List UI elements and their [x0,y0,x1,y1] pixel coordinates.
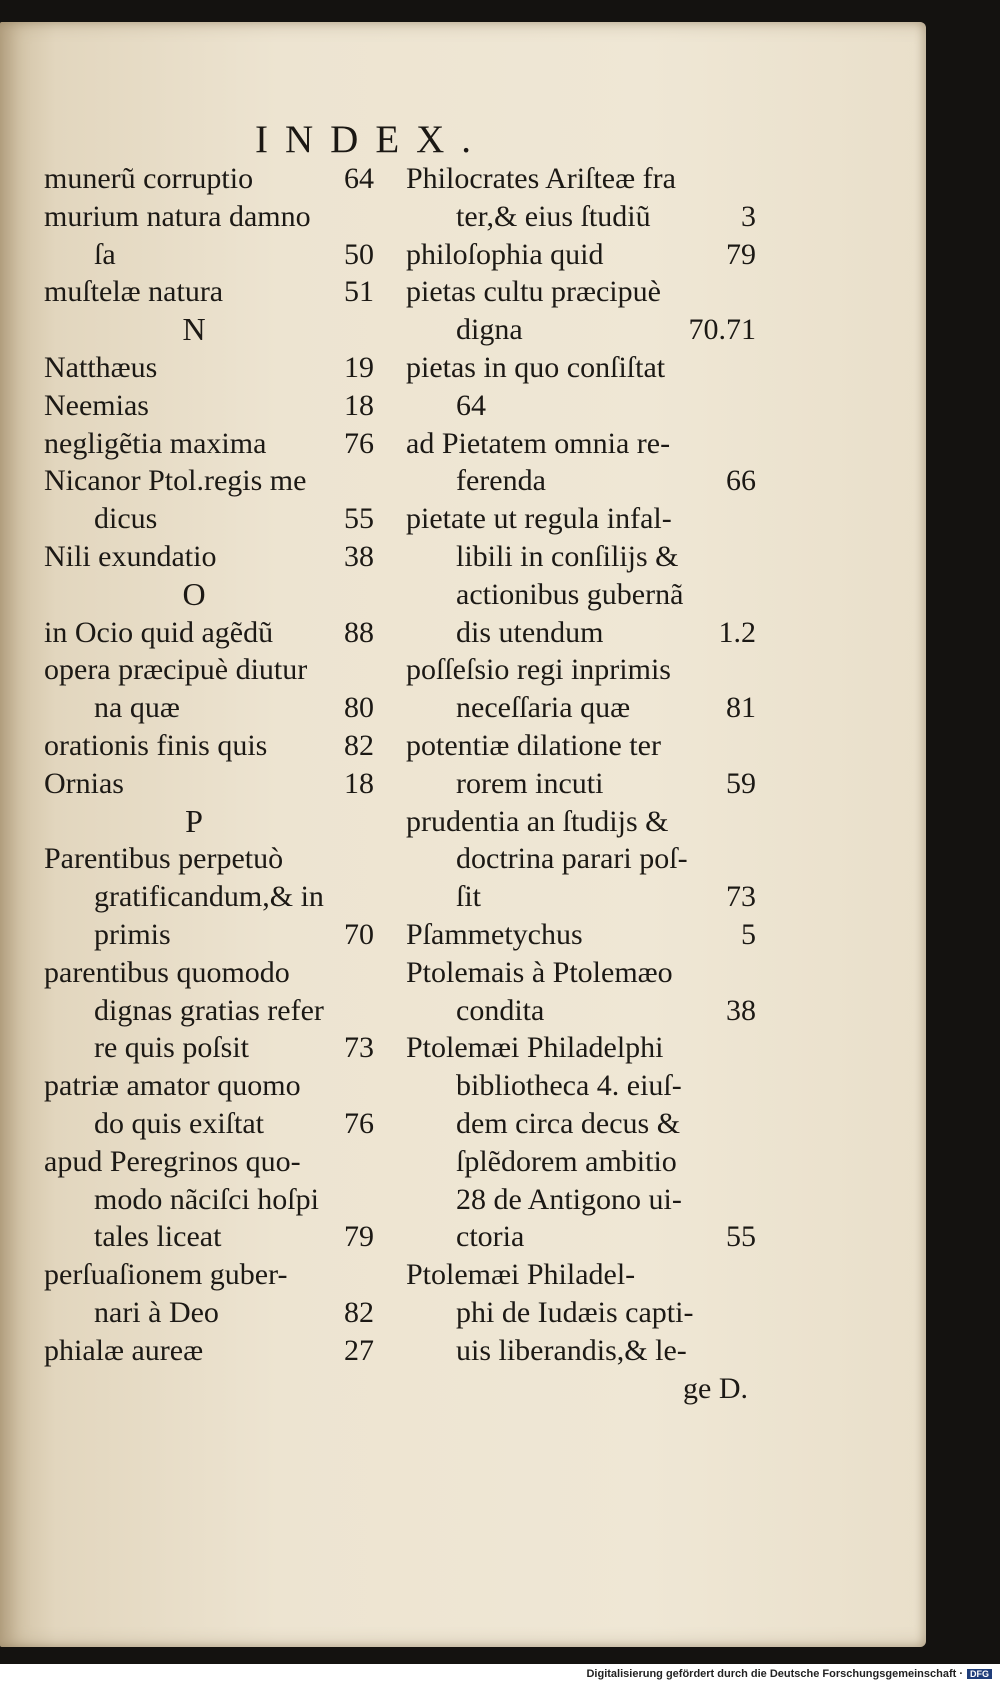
index-entry [406,1105,756,1143]
entry-text: do quis exiſtat [94,1106,264,1140]
entry-text: pietate ut regula infal- [406,502,672,536]
entry-text: philoſophia quid [406,237,604,271]
entry-text: patriæ amator quomo [44,1069,301,1103]
entry-text: modo nãciſci hoſpi [94,1182,319,1216]
entry-text: uis liberandis,& le- [456,1333,687,1367]
page-number: 55 [344,502,374,536]
entry-text: ſit [456,880,482,914]
entry-text: 64 [456,388,486,422]
page-number: 88 [344,615,374,649]
index-entry [44,349,374,387]
index-entry [406,311,756,349]
entry-text: perſuaſionem guber- [44,1258,288,1292]
index-entry [44,1256,374,1294]
section-letter-text: O [182,575,206,612]
index-entry [406,1181,756,1219]
entry-text: Ptolemais à Ptolemæo [406,955,673,989]
page-number: 59 [726,766,756,800]
section-letter-text: N [182,311,206,348]
index-entry [406,727,756,765]
index-entry [406,236,756,274]
index-entry [406,651,756,689]
index-entry [406,803,756,841]
index-entry [406,349,756,387]
entry-text: pietas cultu præcipuè [406,275,661,309]
page-number: 73 [344,1031,374,1065]
entry-text: gratificandum,& in [94,880,324,914]
entry-text: phi de Iudæis capti- [456,1295,694,1329]
index-column-left [44,160,374,1370]
entry-text: Parentibus perpetuò [44,842,284,876]
entry-text: negligẽtia maxima [44,426,267,460]
entry-text: rorem incuti [456,766,604,800]
entry-text: prudentia an ſtudijs & [406,804,669,838]
entry-text: Nicanor Ptol.regis me [44,464,307,498]
index-entry [406,1143,756,1181]
index-entry [44,236,374,274]
index-entry [44,954,374,992]
page-number: 55 [726,1220,756,1254]
index-entry [406,1332,756,1370]
index-entry [406,500,756,538]
index-entry [406,160,756,198]
entry-text: na quæ [94,691,180,725]
index-entry [44,651,374,689]
index-entry [406,689,756,727]
index-entry [406,387,756,425]
page-number: 3 [741,199,756,233]
entry-text: re quis poſsit [94,1031,249,1065]
section-letter [44,311,374,349]
entry-text: parentibus quomodo [44,955,290,989]
page-number: 70.71 [688,313,756,347]
index-entry [406,1256,756,1294]
funding-footer [0,1668,992,1686]
page-number: 66 [726,464,756,498]
entry-text: dicus [94,502,158,536]
index-entry [406,1218,756,1256]
page-number: 50 [344,237,374,271]
index-entry [406,1370,756,1408]
page-header: INDEX. [255,118,489,161]
page-number: 70 [344,917,374,951]
entry-text: neceſſaria quæ [456,691,631,725]
index-entry [44,765,374,803]
entry-text: actionibus gubernã [456,577,684,611]
dfg-logo: DFG [967,1669,992,1679]
page-number: 79 [726,237,756,271]
index-entry [44,1067,374,1105]
entry-text: Natthæus [44,350,158,384]
entry-text: opera præcipuè diutur [44,653,308,687]
index-entry [406,916,756,954]
index-entry [406,878,756,916]
entry-text: Philocrates Ariſteæ fra [406,162,676,195]
entry-text: apud Peregrinos quo- [44,1144,301,1178]
entry-text: tales liceat [94,1220,222,1254]
page-number: 51 [344,275,374,309]
page-number: 5 [741,917,756,951]
entry-text: ad Pietatem omnia re- [406,426,671,460]
page-number: 79 [344,1220,374,1254]
index-entry [44,1294,374,1332]
entry-text: in Ocio quid agẽdũ [44,615,274,649]
page-number: 27 [344,1333,374,1367]
entry-text: ſa [94,237,116,271]
page-number: 82 [344,728,374,762]
page-number: 38 [344,539,374,573]
index-entry [406,576,756,614]
section-letter [44,803,374,841]
entry-text: munerũ corruptio [44,162,254,195]
index-entry [44,538,374,576]
index-entry [44,878,374,916]
index-entry [44,916,374,954]
index-entry [44,840,374,878]
entry-text: orationis finis quis [44,728,268,762]
index-entry [406,538,756,576]
section-letter [44,576,374,614]
index-entry [406,1294,756,1332]
index-entry [406,198,756,236]
index-entry [44,387,374,425]
index-entry [406,765,756,803]
entry-text: phialæ aureæ [44,1333,204,1367]
index-entry [44,992,374,1030]
entry-text: ferenda [456,464,546,498]
index-entry [44,1218,374,1256]
index-entry [44,198,374,236]
entry-text: Nili exundatio [44,539,217,573]
index-entry [406,954,756,992]
entry-text: doctrina parari poſ- [456,842,688,876]
entry-text: potentiæ dilatione ter [406,728,661,762]
entry-text: libili in conſilijs & [456,539,679,573]
entry-text: bibliotheca 4. eiuſ- [456,1069,682,1103]
page-number: 64 [344,162,374,195]
index-entry [44,1029,374,1067]
index-entry [406,273,756,311]
entry-text: murium natura damno [44,199,311,233]
entry-text: Ptolemæi Philadelphi [406,1031,664,1065]
entry-text: Ptolemæi Philadel- [406,1258,636,1292]
page-number: 18 [344,766,374,800]
page-number: 81 [726,691,756,725]
entry-text: nari à Deo [94,1295,219,1329]
entry-text: pietas in quo conſiſtat [406,350,666,384]
index-entry [44,500,374,538]
entry-text: digna [456,313,523,347]
page-number: 80 [344,691,374,725]
index-column-right [406,160,756,1407]
entry-text: muſtelæ natura [44,275,224,309]
index-entry [44,425,374,463]
book-page [0,22,926,1647]
index-entry [406,992,756,1030]
page-number: 18 [344,388,374,422]
index-entry [44,273,374,311]
index-entry [44,1332,374,1370]
index-entry [406,1029,756,1067]
page-number: 19 [344,350,374,384]
entry-text: dignas gratias refer [94,993,324,1027]
index-entry [44,689,374,727]
entry-text: poſſeſsio regi inprimis [406,653,671,687]
index-entry [44,1143,374,1181]
index-entry [44,160,374,198]
index-entry [406,462,756,500]
page-number: 1.2 [718,615,756,649]
entry-text: Pſammetychus [406,917,583,951]
index-entry [44,614,374,652]
footer-text: Digitalisierung gefördert durch die Deutsche Forschungsgemeinschaft · [586,1668,963,1680]
entry-text: condita [456,993,545,1027]
entry-text: dis utendum [456,615,604,649]
page-number: 73 [726,880,756,914]
index-entry [406,614,756,652]
index-entry [406,425,756,463]
index-entry [44,727,374,765]
entry-text: primis [94,917,171,951]
index-entry [44,462,374,500]
entry-text: 28 de Antigono ui- [456,1182,682,1216]
entry-text: ter,& eius ſtudiũ [456,199,651,233]
section-letter-text: P [185,802,203,839]
page-number: 76 [344,1106,374,1140]
entry-text: ctoria [456,1220,525,1254]
index-entry [406,840,756,878]
entry-text: ge D. [683,1371,748,1405]
index-entry [406,1067,756,1105]
entry-text: Neemias [44,388,149,422]
entry-text: Ornias [44,766,124,800]
entry-text: dem circa decus & [456,1106,681,1140]
index-entry [44,1105,374,1143]
index-entry [44,1181,374,1219]
entry-text: ſplẽdorem ambitio [456,1144,677,1178]
page-number: 82 [344,1295,374,1329]
page-number: 38 [726,993,756,1027]
page-number: 76 [344,426,374,460]
